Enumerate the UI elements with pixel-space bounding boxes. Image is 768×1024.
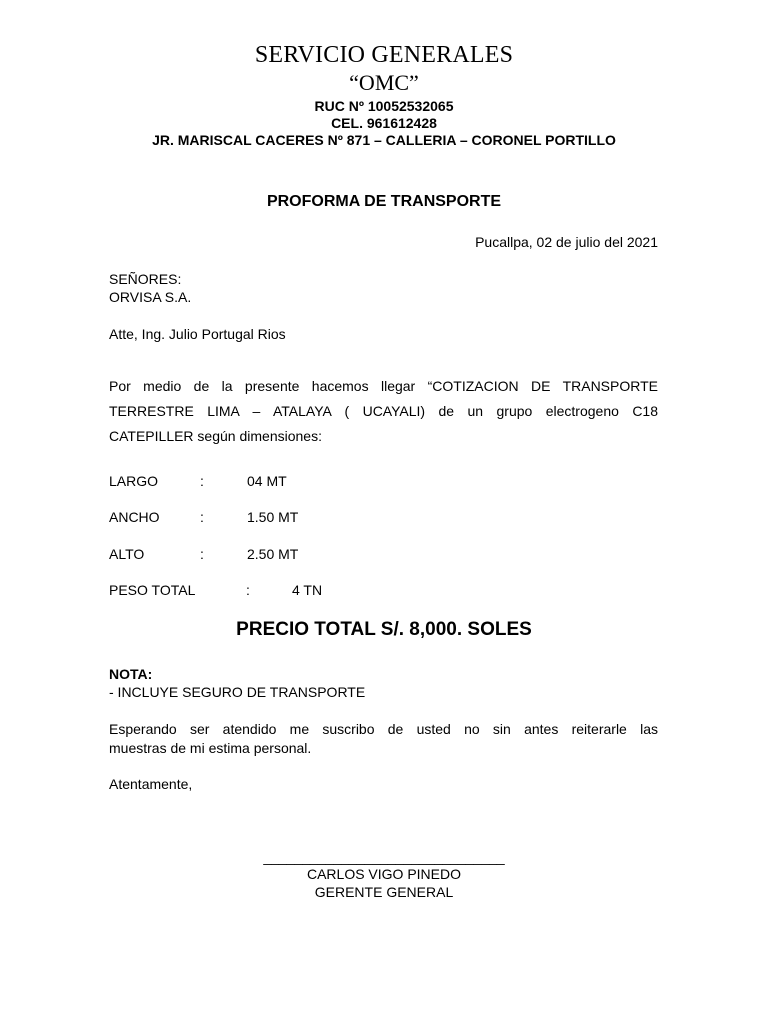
- dimension-label: ANCHO: [109, 509, 160, 525]
- dimension-separator: :: [200, 509, 204, 525]
- company-short-name: “OMC”: [349, 70, 419, 95]
- note-label: NOTA:: [109, 666, 153, 682]
- intro-line: CATEPILLER según dimensiones:: [109, 428, 322, 444]
- salutation: SEÑORES:: [109, 271, 182, 287]
- dimension-label: LARGO: [109, 473, 159, 489]
- dimension-separator: :: [200, 546, 204, 562]
- company-address: JR. MARISCAL CACERES Nº 871 – CALLERIA – CORONEL PORTILLO: [152, 132, 616, 148]
- dimension-separator: :: [200, 473, 204, 489]
- closing-line: muestras de mi estima personal.: [109, 740, 312, 756]
- intro-line: Por medio de la presente hacemos llegar “COTIZACION DE TRANSPORTE: [109, 378, 658, 394]
- intro-line: TERRESTRE LIMA – ATALAYA ( UCAYALI) de un grupo electrogeno C18: [109, 403, 658, 419]
- dimension-label: PESO TOTAL: [109, 582, 196, 598]
- dimension-value: 2.50 MT: [247, 546, 299, 562]
- intro-paragraph: [109, 374, 658, 449]
- closing-paragraph: [109, 720, 658, 758]
- farewell: Atentamente,: [109, 776, 193, 792]
- dimension-label: ALTO: [109, 546, 145, 562]
- dimension-separator: :: [246, 582, 250, 598]
- note-item: - INCLUYE SEGURO DE TRANSPORTE: [109, 684, 366, 700]
- ruc-number: RUC Nº 10052532065: [314, 98, 454, 114]
- recipient: ORVISA S.A.: [109, 289, 192, 305]
- signature-line: _______________________________: [263, 849, 505, 865]
- closing-line: Esperando ser atendido me suscribo de usted no sin antes reiterarle las: [109, 721, 658, 737]
- dimension-value: 04 MT: [247, 473, 287, 489]
- cellphone: CEL. 961612428: [331, 115, 437, 131]
- company-name: SERVICIO GENERALES: [254, 42, 514, 68]
- total-price: PRECIO TOTAL S/. 8,000. SOLES: [236, 619, 532, 640]
- dimension-value: 4 TN: [292, 582, 323, 598]
- document-title: PROFORMA DE TRANSPORTE: [266, 193, 502, 210]
- dimension-value: 1.50 MT: [247, 509, 299, 525]
- attention-line: Atte, Ing. Julio Portugal Rios: [109, 326, 286, 342]
- place-date: Pucallpa, 02 de julio del 2021: [475, 234, 658, 250]
- signer-name: CARLOS VIGO PINEDO: [306, 866, 462, 882]
- signer-role: GERENTE GENERAL: [314, 884, 454, 900]
